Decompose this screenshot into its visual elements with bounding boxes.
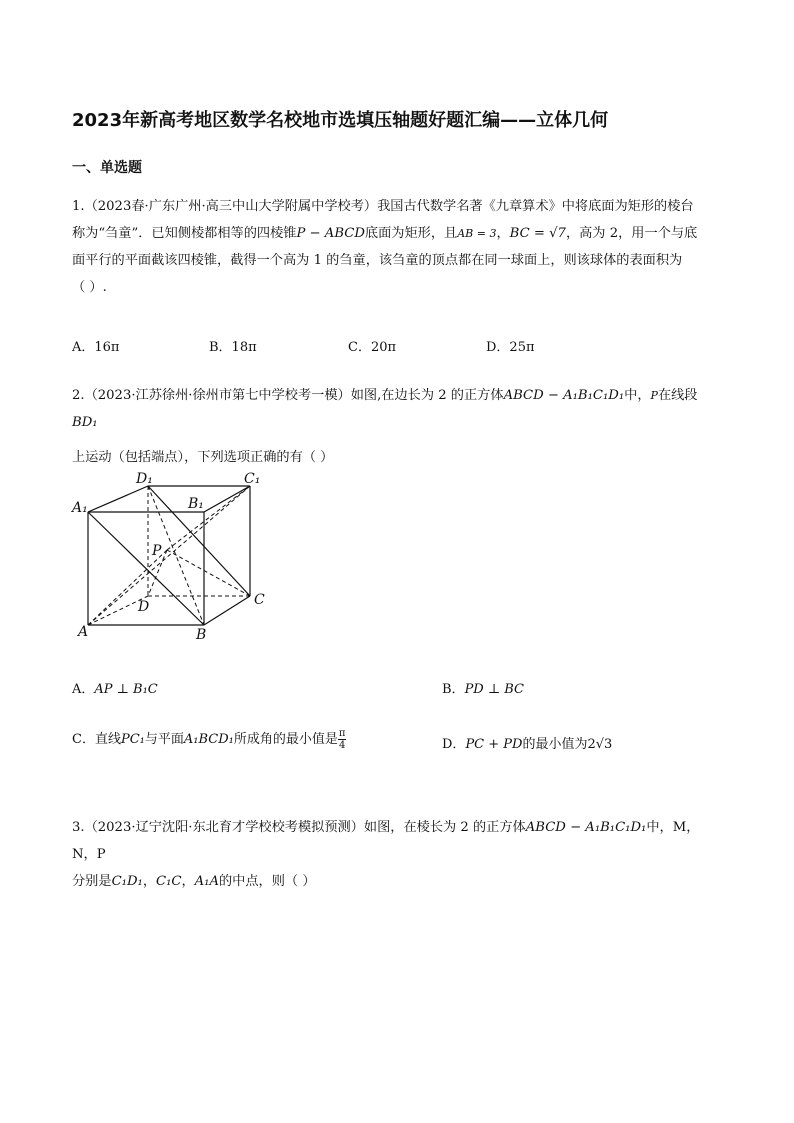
- question-2: [72, 382, 722, 471]
- question-3: [72, 814, 722, 895]
- section-heading: 一、单选题: [72, 160, 142, 176]
- fraction-pi-over-4: $\frac{\pi}{4}$: [338, 728, 346, 751]
- cube-figure: [70, 468, 270, 643]
- math-pyramid: P − ABCD: [296, 226, 365, 241]
- q1-option-d: D．25π: [486, 340, 535, 355]
- q3-line-1: 3.（2023·辽宁沈阳·东北育才学校校考模拟预测）如图，在棱长为 2 的正方体ABCD − A₁B₁C₁D₁中，M，N，P: [72, 820, 700, 862]
- page-title: 2023年新高考地区数学名校地市选填压轴题好题汇编——立体几何: [72, 110, 609, 131]
- math-p: P: [650, 389, 658, 402]
- q3-line-2: 分别是C₁D₁，C₁C，A₁A的中点，则（ ）: [72, 874, 316, 889]
- q1-line-4: （ ）.: [72, 280, 107, 295]
- q1-line-1: 1.（2023春·广东广州·高三中山大学附属中学校考）我国古代数学名著《九章算术》中将底面为矩形的棱台: [72, 199, 694, 214]
- math-bd1: BD₁: [72, 415, 98, 430]
- q2-option-d: D．PC + PD的最小值为2√3: [442, 737, 613, 752]
- label-c1: C₁: [244, 471, 261, 487]
- label-a: A: [78, 624, 89, 640]
- math-ab: AB = 3: [457, 227, 497, 240]
- label-d1: D₁: [136, 471, 153, 487]
- label-c: C: [254, 592, 265, 608]
- label-d: D: [138, 599, 150, 615]
- q2-option-b: B．PD ⊥ BC: [442, 682, 524, 697]
- label-b: B: [196, 627, 207, 643]
- q1-line-3: 面平行的平面截该四棱锥，截得一个高为 1 的刍童，该刍童的顶点都在同一球面上，则该球体的表面积为: [72, 253, 683, 268]
- label-p: P: [152, 543, 162, 559]
- q2-line-2: 上运动（包括端点），下列选项正确的有（ ）: [72, 450, 334, 465]
- q1-option-c: C．20π: [348, 340, 397, 355]
- math-bc: BC = √7: [509, 226, 566, 241]
- label-b1: B₁: [188, 496, 204, 512]
- q2-option-a: A．AP ⊥ B₁C: [72, 682, 158, 697]
- label-a1: A₁: [72, 500, 88, 516]
- q2-option-c: C．直线PC₁与平面A₁BCD₁所成角的最小值是 $\frac{\pi}{4}$: [72, 728, 346, 751]
- q1-line-2: 称为“刍童”．已知侧棱都相等的四棱锥P − ABCD底面为矩形，且AB = 3，BC = √7，高为 2，用一个与底: [72, 226, 698, 241]
- q1-option-a: A．16π: [72, 340, 120, 355]
- q2-line-1: 2.（2023·江苏徐州·徐州市第七中学校考一模）如图,在边长为 2 的正方体ABCD − A₁B₁C₁D₁中，P在线段BD₁: [72, 388, 698, 430]
- q1-option-b: B．18π: [209, 340, 257, 355]
- math-cube: ABCD − A₁B₁C₁D₁: [503, 388, 625, 403]
- question-1: [72, 193, 722, 301]
